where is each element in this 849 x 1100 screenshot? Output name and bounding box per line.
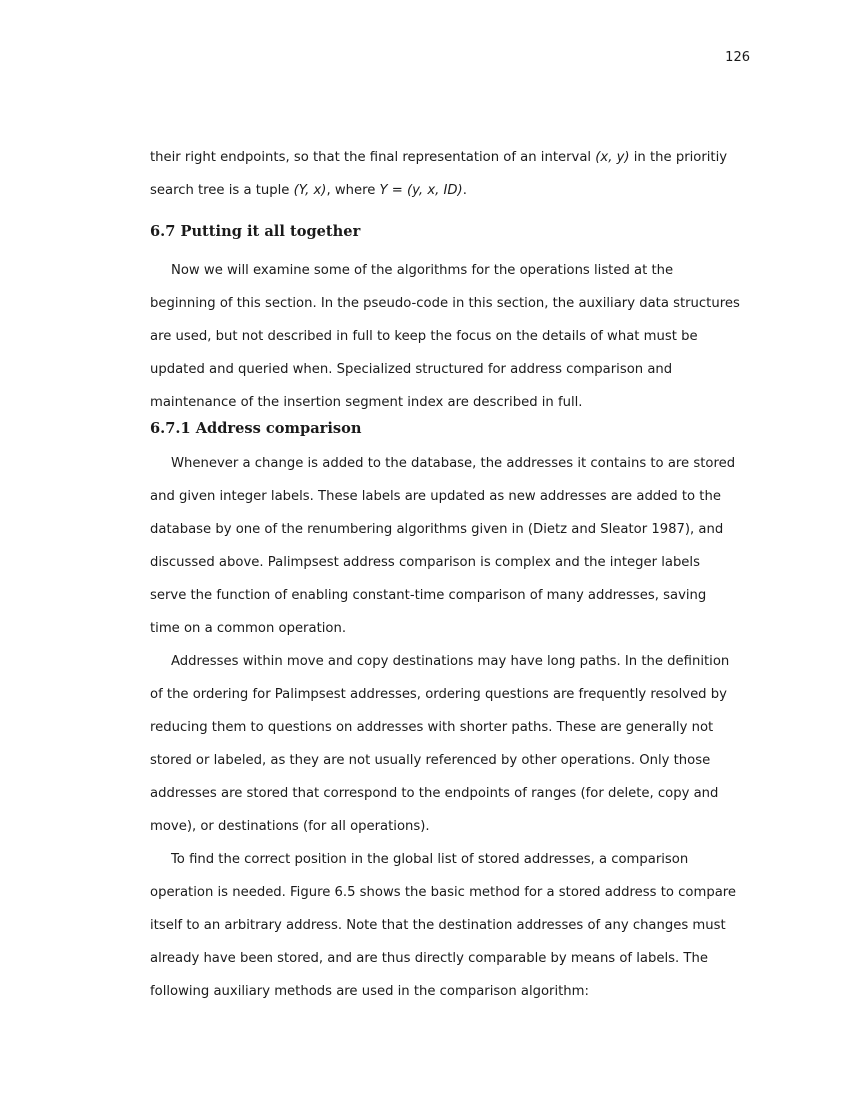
- subsection-paragraph-1: Whenever a change is added to the database, the addresses it contains to are stored and given integer labels. These labels are updated as new addresses are added to the database by one of the renumbering algorithms given in (Dietz and Sleator 1987), and discussed above. Palimpsest address comparison is complex and the integer labels serve the function of enabling constant-time comparison of many addresses, saving time on a common operation.: [150, 456, 736, 636]
- page-number: 126: [725, 50, 750, 65]
- intro-text-3: , where: [326, 183, 380, 198]
- subsection-paragraph-2: Addresses within move and copy destinations may have long paths. In the definition of the ordering for Palimpsest addresses, ordering questions are frequently resolved by reducing them to questions on addresses with shorter paths. These are generally not stored or labeled, as they are not usually referenced by other operations. Only those addresses are stored that correspond to the endpoints of ranges (for delete, copy and move), or destinations (for all operations).: [150, 654, 730, 834]
- page-body: [150, 141, 740, 1008]
- section-heading: 6.7 Putting it all together: [150, 223, 361, 240]
- interval-notation: (x, y): [595, 150, 630, 165]
- intro-paragraph: [150, 141, 740, 207]
- subsection-heading: 6.7.1 Address comparison: [150, 420, 362, 437]
- intro-text-4: .: [462, 183, 467, 198]
- subsection-paragraph-3: To find the correct position in the global list of stored addresses, a comparison operation is needed. Figure 6.5 shows the basic method for a stored address to compare itself to an arbitrary address. Note that the destination addresses of any changes must already have been stored, and are thus directly comparable by means of labels. The following auxiliary methods are used in the comparison algorithm:: [150, 852, 737, 999]
- section-paragraph-1: Now we will examine some of the algorithms for the operations listed at the beginning of this section. In the pseudo-code in this section, the auxiliary data structures are used, but not described in full to keep the focus on the details of what must be updated and queried when. Specialized structured for address comparison and maintenance of the insertion segment index are described in full.: [150, 263, 740, 410]
- intro-text-1: their right endpoints, so that the final representation of an interval: [150, 150, 596, 165]
- tuple-notation: (Y, x): [293, 183, 327, 198]
- y-definition: Y = (y, x, ID): [379, 183, 463, 198]
- intro-text-2: in the prioritiy search tree is a tuple: [150, 150, 728, 198]
